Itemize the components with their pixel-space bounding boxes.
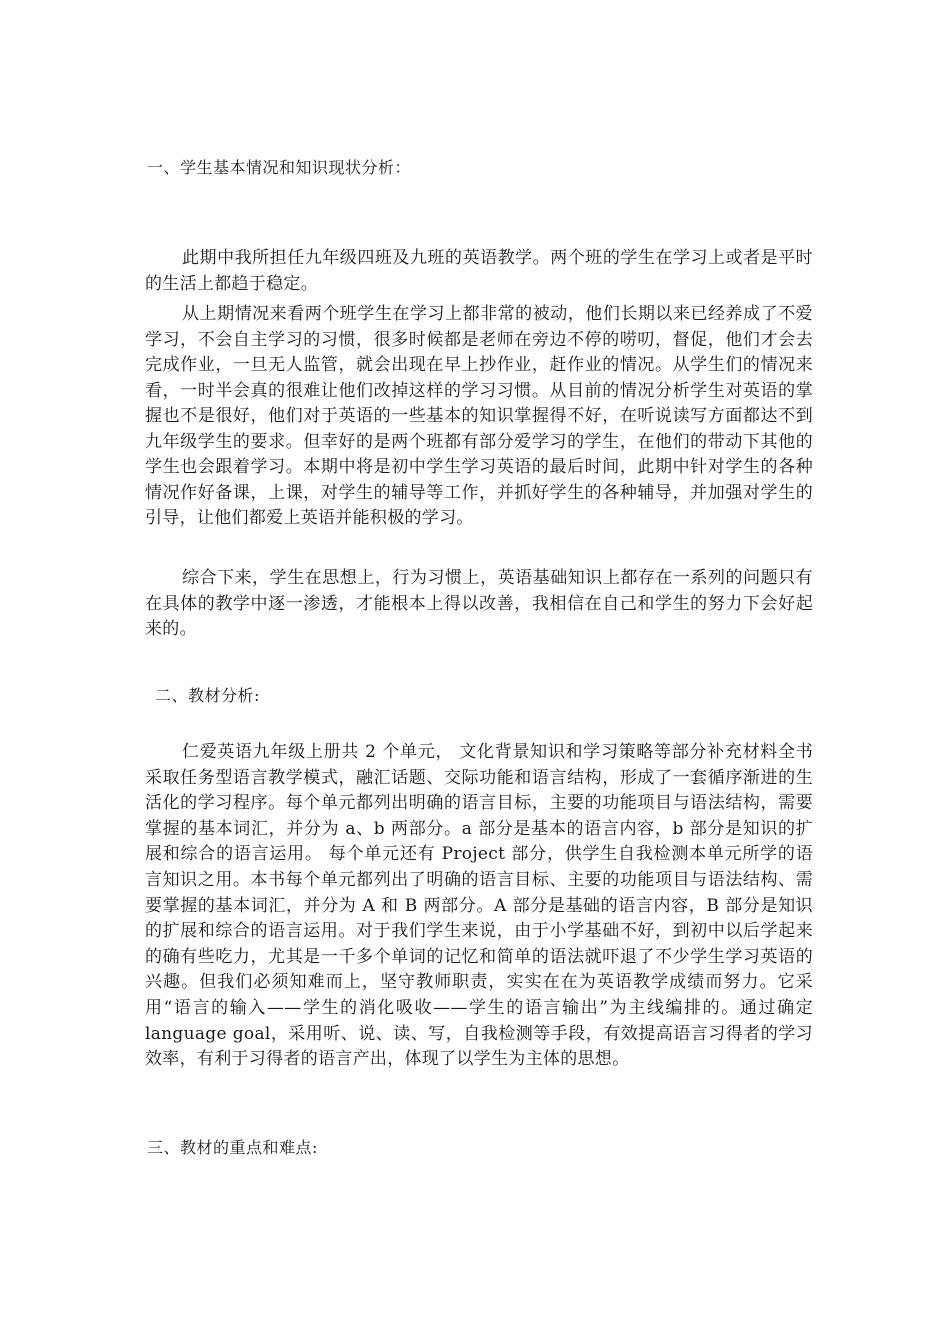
section-heading-key-points: 三、教材的重点和难点: <box>147 1138 318 1157</box>
paragraph-textbook-analysis: 仁爱英语九年级上册共 2 个单元， 文化背景知识和学习策略等部分补充材料全书采取任务型语言教学模式，融汇话题、交际功能和语言结构，形成了一套循序渐进的生活化的学习程序。每个单元都列出明确的语言目标，主要的功能项目与语法结构，需要掌握的基本词汇，并分为 a、b 两部分。a 部分是基本的语言内容，b 部分是知识的扩展和综合的语言运用。 每个单元还有 Project 部分，供学生自我检测本单元所学的语言知识之用。本书每个单元都列出了明确的语言目标、主要的功能项目与语法结构、需要掌握的基本词汇，并分为 A 和 B 两部分。A 部分是基础的语言内容，B 部分是知识的扩展和综合的语言运用。对于我们学生来说，由于小学基础不好，到初中以后学起来的确有些吃力，尤其是一千多个单词的记忆和简单的语法就吓退了不少学生学习英语的兴趣。但我们必须知难而上，坚守教师职责，实实在在为英语教学成绩而努力。它采用“语言的输入——学生的消化吸收——学生的语言输出”为主线编排的。通过确定 language goal，采用听、说、读、写，自我检测等手段，有效提高语言习得者的学习效率，有利于习得者的语言产出，体现了以学生为主体的思想。 <box>145 742 813 1070</box>
paragraph-last-term-situation: 从上期情况来看两个班学生在学习上都非常的被动，他们长期以来已经养成了不爱学习，不会自主学习的习惯，很多时候都是老师在旁边不停的唠叨，督促，他们才会去完成作业，一旦无人监管，就会出现在早上抄作业，赶作业的情况。从学生们的情况来看，一时半会真的很难让他们改掉这样的学习习惯。从目前的情况分析学生对英语的掌握也不是很好，他们对于英语的一些基本的知识掌握得不好，在听说读写方面都达不到九年级学生的要求。但幸好的是两个班都有部分爱学习的学生，在他们的带动下其他的学生也会跟着学习。本期中将是初中学生学习英语的最后时间，此期中针对学生的各种情况作好备课，上课，对学生的辅导等工作，并抓好学生的各种辅导，并加强对学生的引导，让他们都爱上英语并能积极的学习。 <box>145 304 813 528</box>
paragraph-class-overview: 此期中我所担任九年级四班及九班的英语教学。两个班的学生在学习上或者是平时的生活上都趋于稳定。 <box>145 248 813 294</box>
section-heading-textbook-analysis: 二、教材分析: <box>155 686 260 705</box>
section-heading-student-situation: 一、学生基本情况和知识现状分析： <box>147 158 412 177</box>
paragraph-summary: 综合下来，学生在思想上，行为习惯上，英语基础知识上都存在一系列的问题只有在具体的教学中逐一渗透，才能根本上得以改善，我相信在自己和学生的努力下会好起来的。 <box>145 568 813 639</box>
